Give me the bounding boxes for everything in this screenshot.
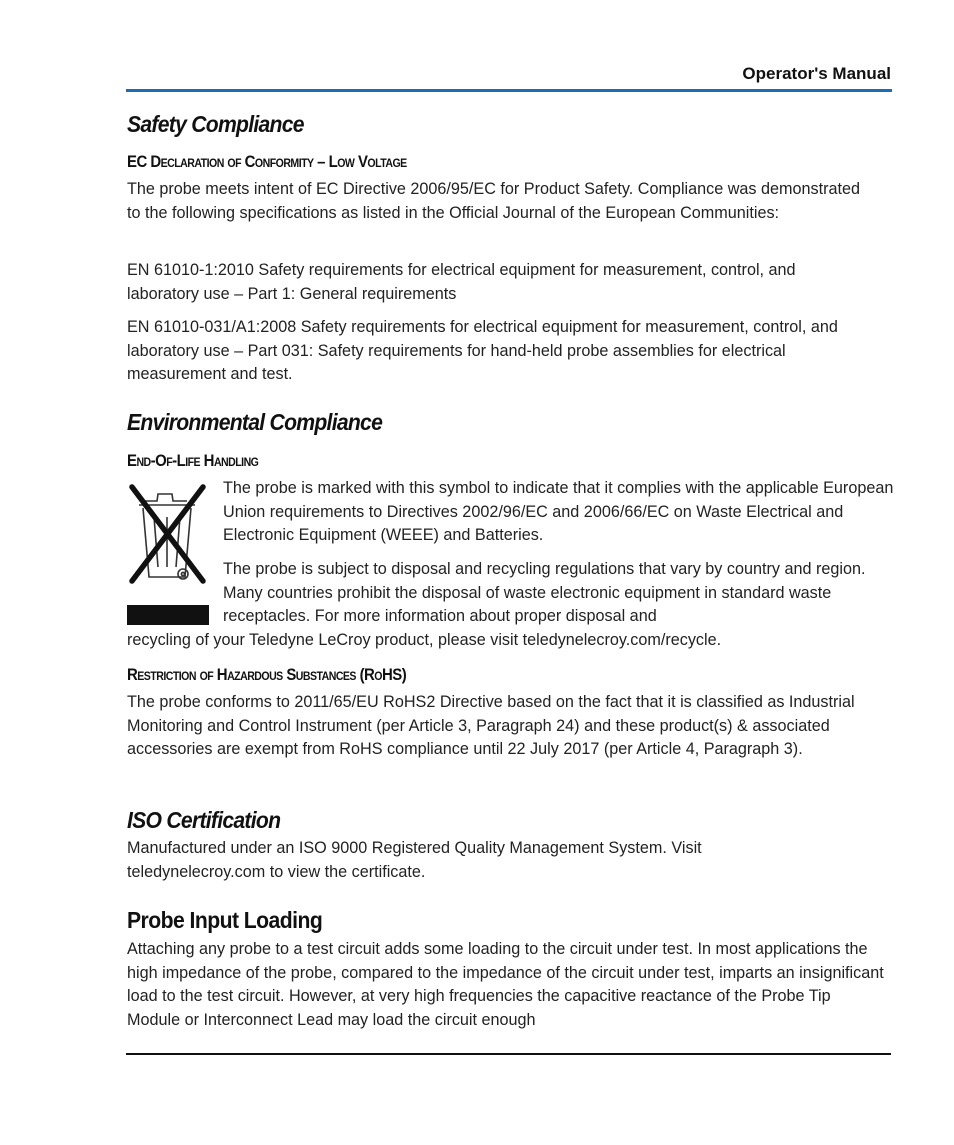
safety-paragraph-3: EN 61010-031/A1:2008 Safety requirements for electrical equipment for measurement, control, and laboratory use – Part 031: Safety requirements for hand-held probe assemblies for electrical measurement and test.	[127, 318, 838, 384]
probe-input-loading-heading: Probe Input Loading	[127, 907, 323, 933]
iso-certification-heading: ISO Certification	[127, 807, 281, 833]
iso-paragraph: Manufactured under an ISO 9000 Registered Quality Management System. Visit teledynelecroy.com to view the certificate.	[127, 839, 702, 881]
disposal-paragraph-part1: The probe is subject to disposal and recycling regulations that vary by country and region. Many countries prohibit the disposal of waste electronic equipment in standard waste receptacles. For more information about proper disposal and	[223, 560, 866, 626]
end-of-life-subheading: End-Of-Life Handling	[127, 451, 259, 470]
safety-paragraph-1: The probe meets intent of EC Directive 2006/95/EC for Product Safety. Compliance was demonstrated to the following specifications as listed in the Official Journal of the European Communities:	[127, 180, 860, 222]
probe-loading-paragraph: Attaching any probe to a test circuit adds some loading to the circuit under test. In most applications the high impedance of the probe, compared to the impedance of the circuit under test, imparts an insignificant load to the test circuit. However, at very high frequencies the capacitive reactance of the Probe Tip Module or Interconnect Lead may load the circuit enough	[127, 940, 884, 1029]
ec-declaration-subheading: EC Declaration of Conformity – Low Voltage	[127, 152, 407, 171]
header-rule	[126, 89, 892, 92]
rohs-subheading: Restriction of Hazardous Substances (RoHS)	[127, 665, 407, 684]
footer-rule	[126, 1053, 891, 1055]
crossed-out-wheelie-bin-icon	[127, 481, 209, 627]
safety-compliance-heading: Safety Compliance	[127, 111, 304, 137]
environmental-compliance-heading: Environmental Compliance	[127, 409, 383, 435]
disposal-paragraph-part2: recycling of your Teledyne LeCroy product, please visit teledynelecroy.com/recycle.	[127, 631, 722, 649]
safety-paragraph-2: EN 61010-1:2010 Safety requirements for electrical equipment for measurement, control, and laboratory use – Part 1: General requirements	[127, 261, 796, 303]
rohs-paragraph: The probe conforms to 2011/65/EU RoHS2 Directive based on the fact that it is classified as Industrial Monitoring and Control Instrument (per Article 3, Paragraph 24) and these product(s) & associated accessories are exempt from RoHS compliance until 22 July 2017 (per Article 4, Paragraph 3).	[127, 693, 855, 759]
page-header-title: Operator's Manual	[742, 64, 891, 83]
weee-paragraph: The probe is marked with this symbol to indicate that it complies with the applicable European Union requirements to Directives 2002/96/EC and 2006/66/EC on Waste Electrical and Electronic Equipment (WEEE) and Batteries.	[223, 479, 894, 545]
